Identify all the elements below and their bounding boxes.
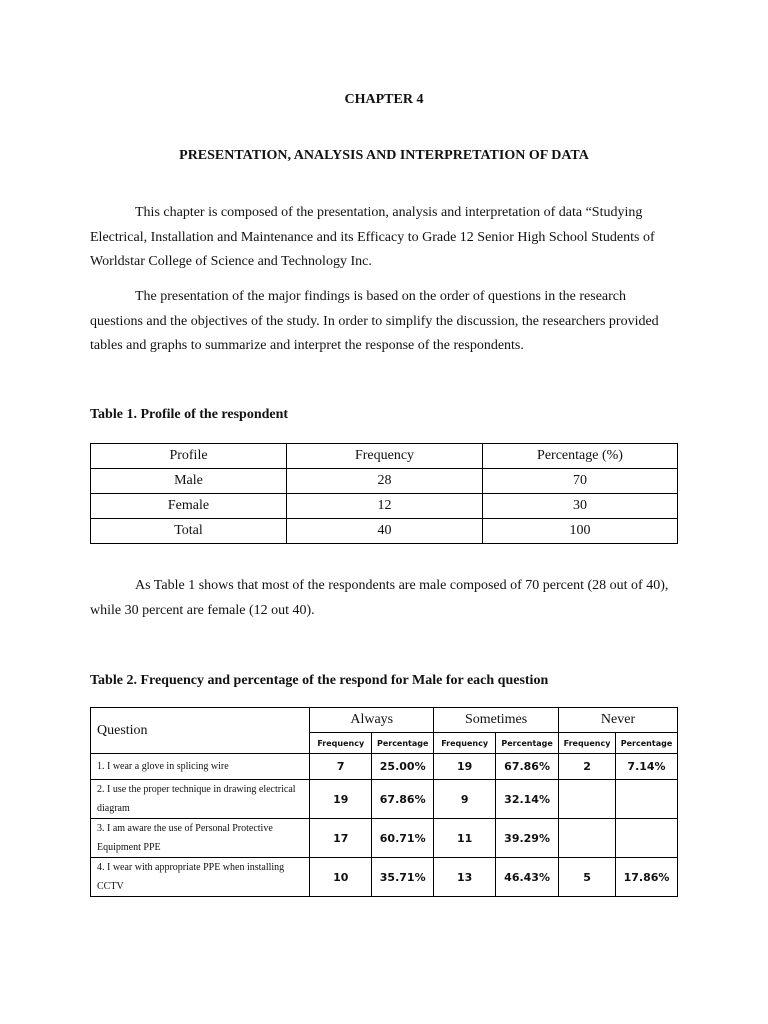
male-response-table <box>90 707 678 897</box>
table-cell: 35.71% <box>372 858 434 897</box>
table-row <box>91 858 678 897</box>
question-cell: 2. I use the proper technique in drawing electrical diagram <box>91 780 310 819</box>
table-cell: 60.71% <box>372 819 434 858</box>
table-cell: 40 <box>287 519 483 544</box>
table-row <box>91 494 678 519</box>
table-group-header-row <box>91 708 678 733</box>
table-cell: Total <box>91 519 287 544</box>
table-cell: 100 <box>483 519 678 544</box>
findings-paragraph: The presentation of the major findings is based on the order of questions in the research questions and the objectives of the study. In order to simplify the discussion, the researchers provided tables and graphs to summarize and interpret the response of the respondents. <box>90 289 659 353</box>
table-cell: 10 <box>310 858 372 897</box>
table-cell: 5 <box>559 858 616 897</box>
table-header-row <box>91 444 678 469</box>
table-cell: 17 <box>310 819 372 858</box>
sub-header-percentage: Percentage <box>496 733 559 754</box>
question-header: Question <box>91 708 310 754</box>
table-cell <box>559 819 616 858</box>
sub-header-percentage: Percentage <box>616 733 678 754</box>
sub-header-percentage: Percentage <box>372 733 434 754</box>
table-cell: 11 <box>434 819 496 858</box>
table-cell: Female <box>91 494 287 519</box>
table-cell: 9 <box>434 780 496 819</box>
table-cell: 30 <box>483 494 678 519</box>
table-cell: 67.86% <box>372 780 434 819</box>
question-cell: 1. I wear a glove in splicing wire <box>91 754 310 780</box>
intro-paragraph: This chapter is composed of the presentation, analysis and interpretation of data “Studying Electrical, Installation and Maintenance and its Efficacy to Grade 12 Senior High School Students of Worldstar College of Science and Technology Inc. <box>90 205 655 269</box>
group-header-always: Always <box>310 708 434 733</box>
table-row <box>91 819 678 858</box>
table-row <box>91 519 678 544</box>
table-cell: 67.86% <box>496 754 559 780</box>
table1-summary-paragraph: As Table 1 shows that most of the respondents are male composed of 70 percent (28 out of 40), while 30 percent are female (12 out 40). <box>90 578 669 618</box>
section-title: PRESENTATION, ANALYSIS AND INTERPRETATION OF DATA <box>179 148 589 163</box>
table-row <box>91 754 678 780</box>
header-cell: Frequency <box>287 444 483 469</box>
table-cell: 19 <box>310 780 372 819</box>
question-cell: 4. I wear with appropriate PPE when installing CCTV <box>91 858 310 897</box>
table-cell: 70 <box>483 469 678 494</box>
chapter-heading: CHAPTER 4 <box>344 92 424 107</box>
sub-header-frequency: Frequency <box>434 733 496 754</box>
table-cell: 13 <box>434 858 496 897</box>
sub-header-frequency: Frequency <box>559 733 616 754</box>
table-cell: 12 <box>287 494 483 519</box>
table-row <box>91 469 678 494</box>
table-cell <box>616 819 678 858</box>
table-cell: Male <box>91 469 287 494</box>
profile-table <box>90 443 678 544</box>
header-cell: Profile <box>91 444 287 469</box>
header-cell: Percentage (%) <box>483 444 678 469</box>
table-cell: 46.43% <box>496 858 559 897</box>
table-cell: 32.14% <box>496 780 559 819</box>
table-cell: 7 <box>310 754 372 780</box>
table-cell: 17.86% <box>616 858 678 897</box>
group-header-sometimes: Sometimes <box>434 708 559 733</box>
sub-header-frequency: Frequency <box>310 733 372 754</box>
table-cell: 28 <box>287 469 483 494</box>
table-cell: 25.00% <box>372 754 434 780</box>
table2-caption: Table 2. Frequency and percentage of the respond for Male for each question <box>90 673 549 688</box>
table-cell <box>616 780 678 819</box>
table-cell: 2 <box>559 754 616 780</box>
table-cell: 39.29% <box>496 819 559 858</box>
table-cell: 19 <box>434 754 496 780</box>
table-cell <box>559 780 616 819</box>
table-row <box>91 780 678 819</box>
group-header-never: Never <box>559 708 678 733</box>
table1-caption: Table 1. Profile of the respondent <box>90 407 289 422</box>
question-cell: 3. I am aware the use of Personal Protective Equipment PPE <box>91 819 310 858</box>
table-cell: 7.14% <box>616 754 678 780</box>
